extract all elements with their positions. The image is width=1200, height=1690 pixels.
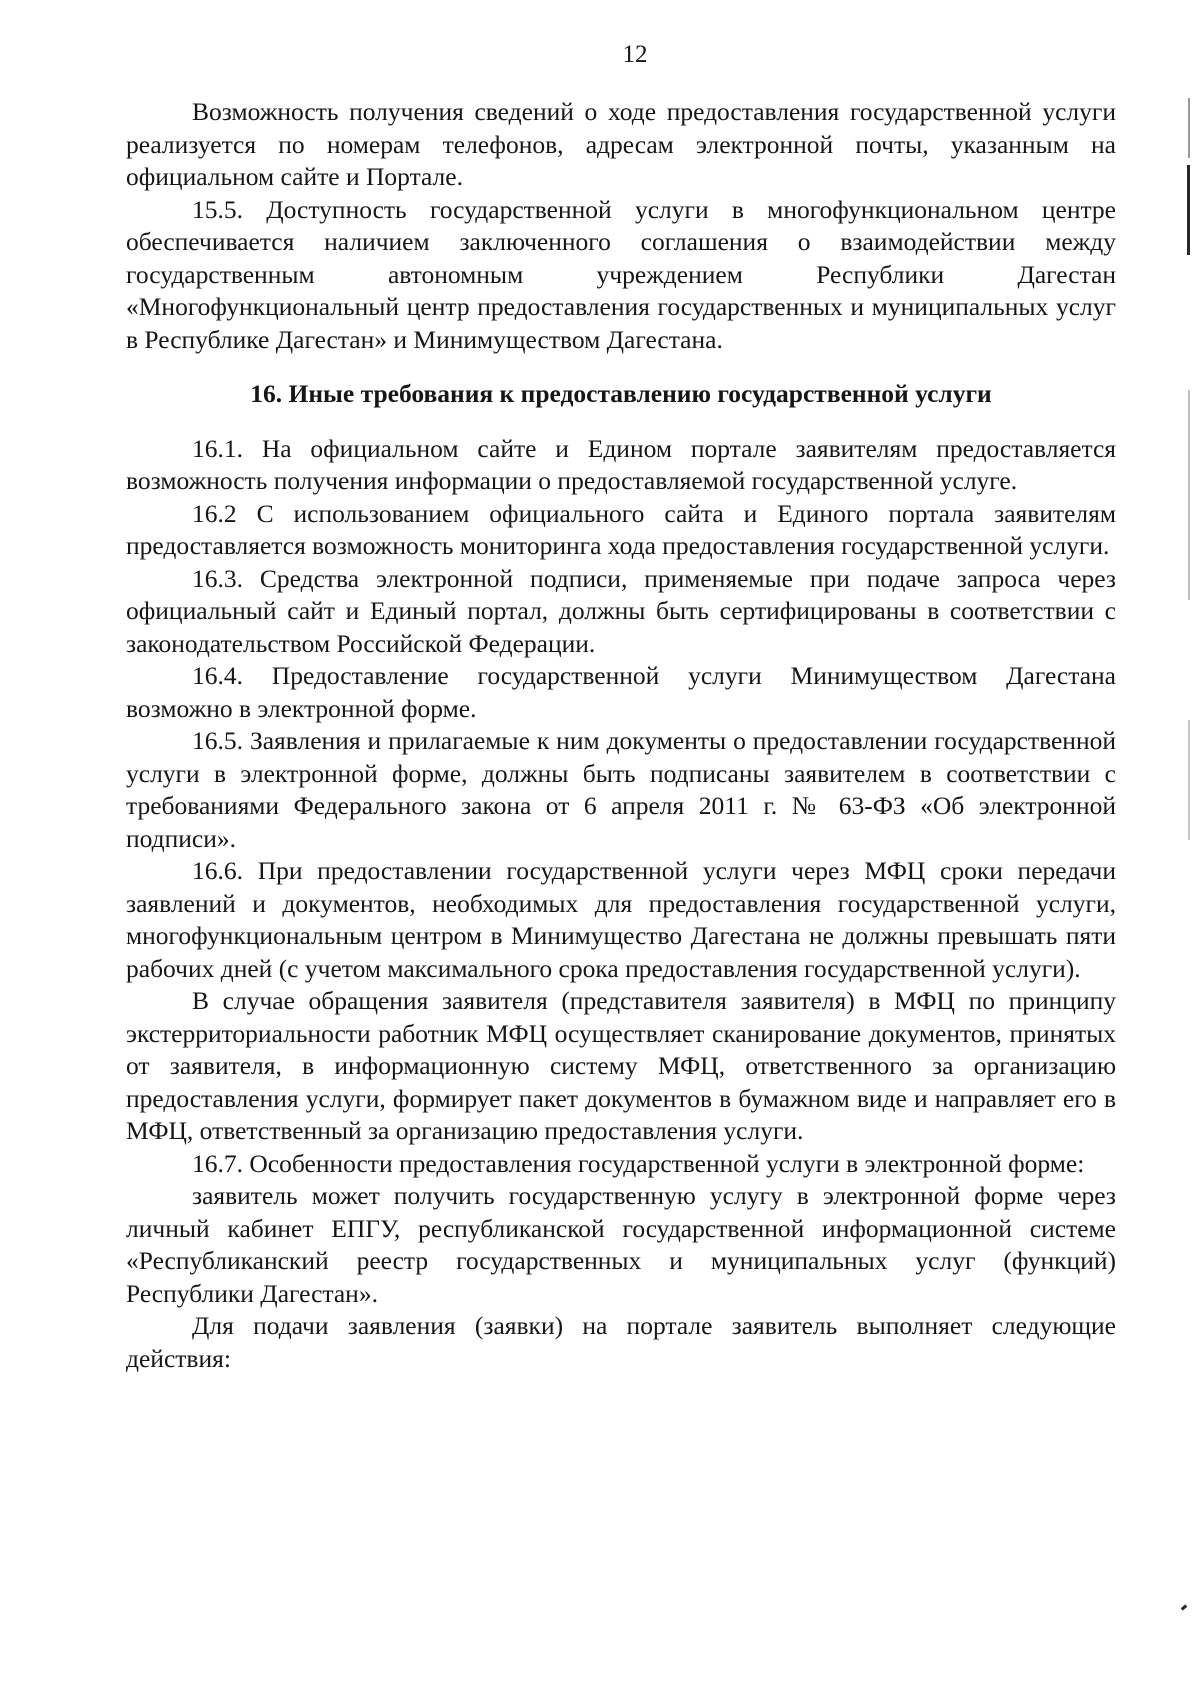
scan-edge-mark [1188, 98, 1190, 158]
paragraph-16-2: 16.2 С использованием официального сайта и Единого портала заявителям предоставляется возможность мониторинга хода предоставления государственной услуги. [126, 498, 1116, 560]
paragraph-16-6: 16.6. При предоставлении государственной услуги через МФЦ сроки передачи заявлений и документов, необходимых для предоставления государственной услуги, многофункциональным центром в Минимущество Дагестана не должны превышать пяти рабочих дней (с учетом максимального срока предоставления государственной услуги). [126, 856, 1116, 983]
paragraph-epgu: заявитель может получить государственную услугу в электронной форме через личный кабинет ЕПГУ, республиканской государственной информационной системе «Республиканский реестр государственных и муниципальных услуг (функций) Республики Дагестан». [126, 1181, 1116, 1308]
scan-edge-mark [1187, 165, 1190, 255]
paragraph-16-7: 16.7. Особенности предоставления государственной услуги в электронной форме: [192, 1148, 1085, 1178]
paragraph-extraterritorial: В случае обращения заявителя (представителя заявителя) в МФЦ по принципу экстерриториальности работник МФЦ осуществляет сканирование документов, принятых от заявителя, в информационную систему МФЦ, ответственного за организацию предоставления услуги, формирует пакет документов в бумажном виде и направляет его в МФЦ, ответственный за организацию предоставления услуги. [126, 986, 1116, 1145]
paragraph-16-1: 16.1. На официальном сайте и Едином портале заявителям предоставляется возможность получения информации о предоставляемой государственной услуге. [126, 433, 1116, 495]
scan-edge-mark [1181, 1604, 1188, 1610]
page-number: 12 [622, 41, 648, 68]
paragraph-status-info: Возможность получения сведений о ходе предоставления государственной услуги реализуется по номерам телефонов, адресам электронной почты, указанным на официальном сайте и Портале. [126, 97, 1116, 191]
scan-edge-mark [1188, 390, 1190, 600]
paragraph-15-5: 15.5. Доступность государственной услуги в многофункциональном центре обеспечивается наличием заключенного соглашения о взаимодействии между государственным автономным учреждением Республики Дагестан «Многофункциональный центр предоставления государственных и муниципальных услуг в Республике Дагестан» и Минимуществом Дагестана. [126, 194, 1116, 354]
paragraph-16-5: 16.5. Заявления и прилагаемые к ним документы о предоставлении государственной услуги в электронной форме, должны быть подписаны заявителем в соответствии с требованиями Федерального закона от 6 апреля 2011 г. № 63-ФЗ «Об электронной подписи». [126, 726, 1116, 853]
section-heading-16: 16. Иные требования к предоставлению государственной услуги [250, 379, 992, 408]
paragraph-portal-actions: Для подачи заявления (заявки) на портале заявитель выполняет следующие действия: [126, 1311, 1116, 1373]
paragraph-16-4: 16.4. Предоставление государственной услуги Минимуществом Дагестана возможно в электронной форме. [126, 661, 1116, 723]
document-body [126, 96, 1116, 1375]
paragraph-16-3: 16.3. Средства электронной подписи, применяемые при подаче запроса через официальный сайт и Единый портал, должны быть сертифицированы в соответствии с законодательством Российской Федерации. [126, 563, 1116, 658]
scan-edge-mark [1188, 720, 1190, 840]
